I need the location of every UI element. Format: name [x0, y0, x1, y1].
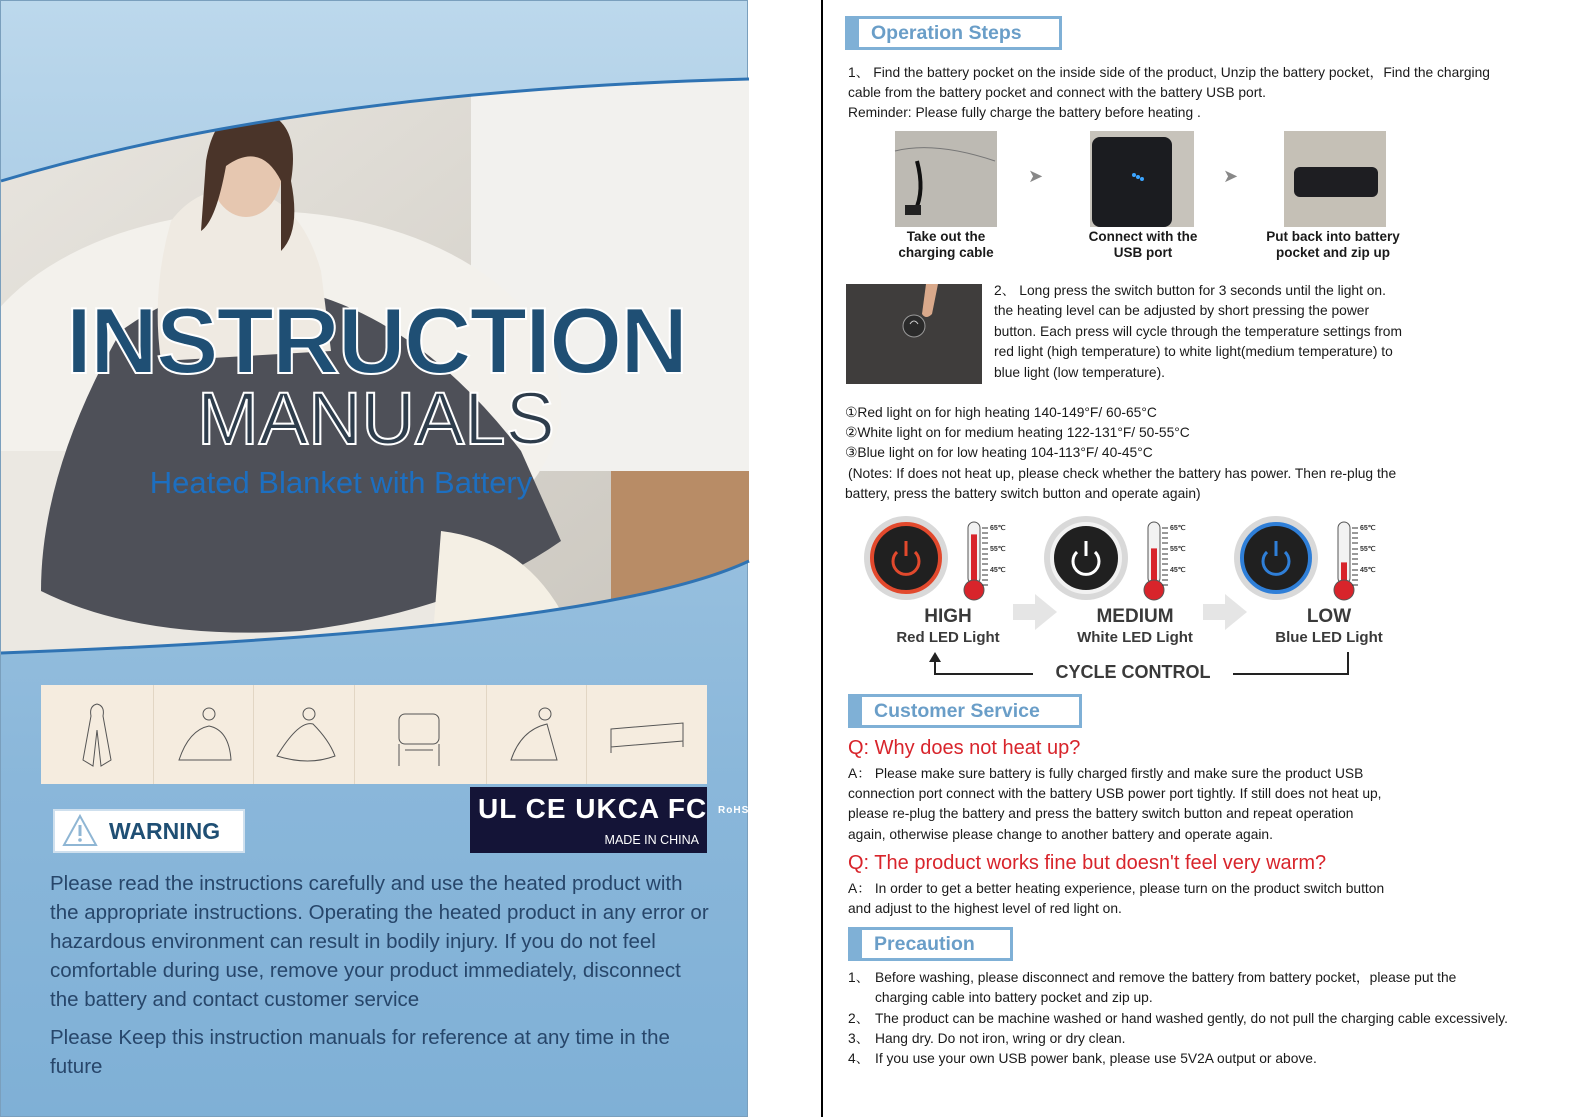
cycle-control-label: CYCLE CONTROL [1033, 662, 1233, 683]
switch-button-photo [846, 284, 982, 384]
answer-1-line: A： Please make sure battery is fully charged firstly and make sure the product USB [848, 766, 1364, 781]
caption-1 [881, 229, 1011, 261]
precaution-item-2-num: 2、 [848, 1011, 870, 1026]
answer-2-line: and adjust to the highest level of red light on. [848, 901, 1122, 916]
cycle-arrowhead-icon [929, 652, 941, 662]
precaution-item-4: If you use your own USB power bank, please use 5V2A output or above. [875, 1051, 1317, 1066]
mode-high-light: Red LED Light [896, 629, 1000, 646]
thermometer-level [971, 534, 977, 582]
precaution-item-2: The product can be machine washed or hand washed gently, do not pull the charging cable excessively. [875, 1011, 1508, 1026]
cert-marks-text: UL CE UKCA FC [478, 793, 708, 824]
mode-medium-label: MEDIUM [1096, 606, 1174, 627]
mode-low-label: LOW [1306, 606, 1352, 627]
question-2: Q: The product works fine but doesn't feel very warm? [848, 852, 1327, 874]
warning-text: WARNING [109, 817, 221, 844]
thermometer-tick-label: 55℃ [1360, 546, 1376, 553]
level-medium: ②White light on for medium heating 122-131°F/ 50-55°C [845, 425, 1190, 440]
precaution-item-1-cont: charging cable into battery pocket and zip up. [875, 990, 1153, 1005]
reminder-text: Reminder: Please fully charge the battery before heating . [848, 105, 1201, 120]
made-in-china: MADE IN CHINA [604, 833, 699, 847]
answer-1-line: please re-plug the battery and press the battery switch button and repeat operation [848, 806, 1354, 821]
answer-1-line: connection port connect with the battery USB power port tightly. If still does not heat up, [848, 786, 1382, 801]
precaution-item-1-num: 1、 [848, 970, 870, 985]
thermometer-tick-label: 45℃ [1360, 567, 1376, 574]
battery-pocket-photo [1284, 131, 1386, 227]
heat-level-diagram [863, 512, 1423, 692]
thermometer-tick-label: 55℃ [1170, 546, 1186, 553]
bin-and-recycle-icons: 🗑♻ [758, 801, 811, 823]
thermometer-tick-label: 55℃ [990, 546, 1006, 553]
cert-logos [478, 793, 811, 825]
question-1: Q: Why does not heat up? [848, 737, 1081, 759]
instructions-page [821, 0, 1572, 1117]
thermometer-bulb [1334, 580, 1354, 600]
mode-high-label: HIGH [924, 606, 972, 627]
power-button-low [1242, 524, 1310, 592]
precaution-item-3-num: 3、 [848, 1031, 870, 1046]
power-button-high [872, 524, 940, 592]
keep-manual-note: Please Keep this instruction manuals for reference at any time in the future [50, 1026, 670, 1078]
precaution-heading: Precaution [848, 927, 1013, 961]
usage-icons-strip [41, 685, 707, 784]
manual-subtitle: MANUALS [197, 377, 555, 460]
level-high: ①Red light on for high heating 140-149°F/ 60-65°C [845, 405, 1157, 420]
notes-line1: (Notes: If does not heat up, please check whether the battery has power. Then re-plug the [848, 466, 1397, 481]
caption-line: Take out the [906, 229, 986, 244]
chair-icon [355, 685, 487, 784]
step1-line2: cable from the battery pocket and connect with the battery USB port. [848, 85, 1266, 100]
step2-line: button. Each press will cycle through the temperature settings from [994, 324, 1402, 339]
power-button-medium [1052, 524, 1120, 592]
thermometer-tick-label: 45℃ [1170, 567, 1186, 574]
cycle-arrow-icon [1013, 594, 1057, 630]
thermometer-bulb [964, 580, 984, 600]
usb-port-photo [1090, 131, 1194, 227]
precaution-item-1: Before washing, please disconnect and remove the battery from battery pocket，please put the [875, 970, 1457, 985]
arrow-icon: ➤ [1028, 166, 1044, 187]
precaution-item-4-num: 4、 [848, 1051, 870, 1066]
step2-line: red light (high temperature) to white light(medium temperature) to [994, 344, 1393, 359]
rohs-mark: RoHS [718, 805, 750, 817]
step2-line: 2、 Long press the switch button for 3 seconds until the light on. [994, 283, 1386, 298]
caption-line: pocket and zip up [1275, 245, 1390, 260]
notes-line2: battery, press the battery switch button and operate again) [845, 486, 1201, 501]
step1-line1: 1、 Find the battery pocket on the inside side of the product, Unzip the battery pocket，Find the charging [848, 65, 1490, 80]
wrap-icon [254, 685, 354, 784]
caption-3 [1253, 229, 1413, 261]
recliner-icon [487, 685, 587, 784]
sofa-icon [587, 685, 707, 784]
warning-label [53, 809, 245, 853]
caption-line: Put back into battery [1266, 229, 1400, 244]
step2-line: the heating level can be adjusted by short pressing the power [994, 303, 1370, 318]
arrow-icon: ➤ [1223, 166, 1239, 187]
warning-paragraph: Please read the instructions carefully and use the heated product with the appropriate instructions. Operating the heated product in any error or hazardous environment can result in bodily injury. If you do not feel comfortable during use, remove your product immediately, disconnect the battery and contact customer service [50, 872, 709, 1011]
caption-line: USB port [1113, 245, 1173, 260]
thermometer-tick-label: 45℃ [990, 567, 1006, 574]
caption-2 [1073, 229, 1213, 261]
thermometer-tick-label: 65℃ [1170, 525, 1186, 532]
mode-low-light: Blue LED Light [1275, 629, 1383, 646]
cycle-arrow-icon [1203, 594, 1247, 630]
thermometer-bulb [1144, 580, 1164, 600]
thermometer-level [1341, 562, 1347, 582]
charging-cable-photo [895, 131, 997, 227]
thermometer-tick-label: 65℃ [990, 525, 1006, 532]
warning-triangle-icon [61, 813, 99, 849]
precaution-item-3: Hang dry. Do not iron, wring or dry clean. [875, 1031, 1126, 1046]
level-low: ③Blue light on for low heating 104-113°F/ 40-45°C [845, 445, 1153, 460]
manual-title: INSTRUCTION [65, 288, 687, 393]
product-tagline: Heated Blanket with Battery [149, 465, 533, 500]
caption-line: charging cable [898, 245, 994, 260]
caption-line: Connect with the [1088, 229, 1198, 244]
answer-2-line: A： In order to get a better heating experience, please turn on the product switch button [848, 881, 1385, 896]
certification-marks [470, 787, 811, 853]
lap-blanket-icon [154, 685, 254, 784]
thermometer-tick-label: 65℃ [1360, 525, 1376, 532]
step2-line: blue light (low temperature). [994, 365, 1166, 380]
operation-steps-heading: Operation Steps [845, 16, 1062, 50]
shawl-icon [41, 685, 154, 784]
customer-service-heading: Customer Service [848, 694, 1082, 728]
thermometer-level [1151, 548, 1157, 582]
mode-medium-light: White LED Light [1077, 629, 1193, 646]
answer-1-line: again, otherwise please change to another battery and operate again. [848, 827, 1273, 842]
